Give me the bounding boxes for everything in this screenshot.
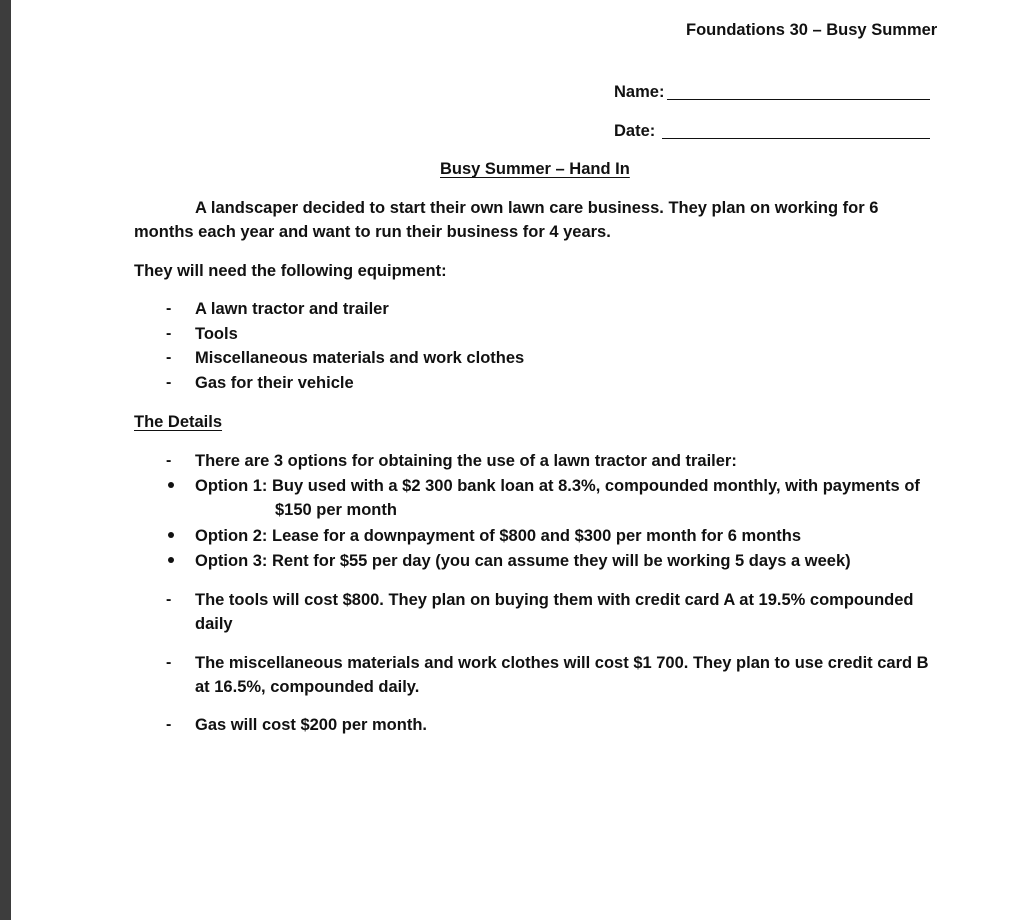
misc-line-1: The miscellaneous materials and work clothes will cost $1 700. They plan to use credit card B [195, 654, 929, 672]
option-2: Option 2: Lease for a downpayment of $800 and $300 per month for 6 months [195, 527, 802, 545]
tractor-options-intro: There are 3 options for obtaining the use of a lawn tractor and trailer: [195, 452, 737, 470]
bullet-marker [168, 532, 174, 538]
tools-line-2: daily [195, 615, 233, 633]
date-label: Date: [614, 122, 656, 140]
course-title: Foundations 30 – Busy Summer [686, 21, 938, 39]
dash-marker: - [166, 591, 172, 608]
bullet-marker [168, 557, 174, 563]
date-blank-line [662, 138, 930, 139]
equipment-item: Miscellaneous materials and work clothes [195, 349, 525, 367]
document-title: Busy Summer – Hand In [440, 160, 630, 178]
gas-cost: Gas will cost $200 per month. [195, 716, 427, 734]
dash-marker: - [166, 325, 172, 342]
bullet-marker [168, 482, 174, 488]
name-blank-line [667, 99, 930, 100]
document-page [11, 0, 1024, 920]
dash-marker: - [166, 716, 172, 733]
equipment-item: Gas for their vehicle [195, 374, 354, 392]
name-label: Name: [614, 83, 665, 101]
equipment-heading: They will need the following equipment: [134, 262, 447, 280]
viewer-left-border [0, 0, 11, 920]
misc-line-2: at 16.5%, compounded daily. [195, 678, 420, 696]
equipment-item: Tools [195, 325, 238, 343]
equipment-item: A lawn tractor and trailer [195, 300, 389, 318]
intro-line-1: A landscaper decided to start their own lawn care business. They plan on working for 6 [195, 199, 879, 217]
dash-marker: - [166, 300, 172, 317]
dash-marker: - [166, 374, 172, 391]
intro-line-2: months each year and want to run their business for 4 years. [134, 223, 611, 241]
dash-marker: - [166, 452, 172, 469]
option-1-line-1: Option 1: Buy used with a $2 300 bank loan at 8.3%, compounded monthly, with payments of [195, 477, 920, 495]
dash-marker: - [166, 654, 172, 671]
option-3: Option 3: Rent for $55 per day (you can assume they will be working 5 days a week) [195, 552, 851, 570]
details-heading: The Details [134, 413, 223, 431]
dash-marker: - [166, 349, 172, 366]
option-1-line-2: $150 per month [275, 501, 397, 519]
tools-line-1: The tools will cost $800. They plan on buying them with credit card A at 19.5% compounded [195, 591, 914, 609]
